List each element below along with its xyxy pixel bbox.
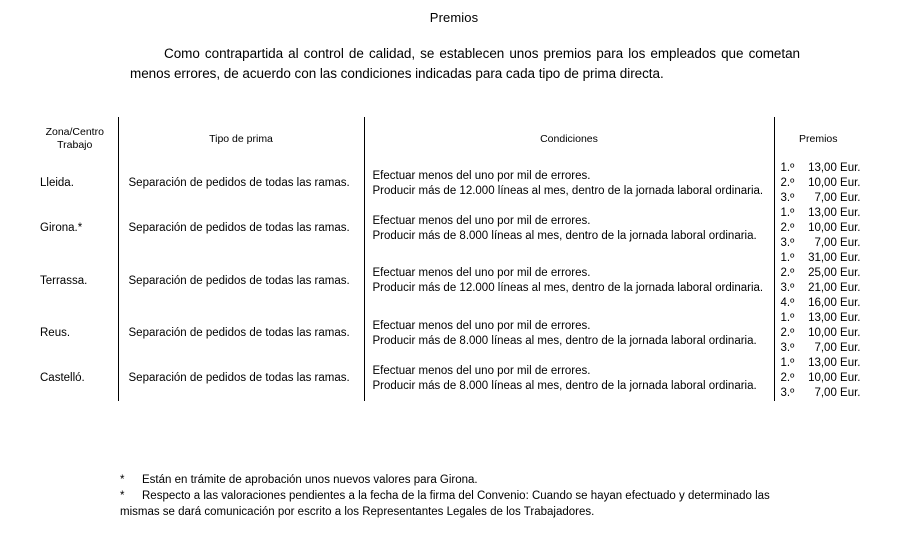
prize-amount: 13,00 Eur. [808,312,861,324]
condicion-line: Efectuar menos del uno por mil de errores. [372,364,591,377]
cell-condiciones [364,251,774,311]
premios-table-container [32,117,862,401]
table-row [32,356,862,401]
prize-rank: 1.º [780,207,795,219]
prize-amount: 16,00 Eur. [808,297,861,309]
prize-rank: 4.º [780,297,795,309]
condicion-line: Producir más de 8.000 líneas al mes, dentro de la jornada laboral ordinaria. [372,334,757,347]
prize-rank: 2.º [780,177,795,189]
cell-condiciones [364,206,774,251]
prize-rank: 2.º [780,267,795,279]
prize-rank: 1.º [780,312,795,324]
prize-rank: 1.º [780,162,795,174]
cell-condiciones [364,161,774,206]
prize-entry [781,296,863,311]
table-row [32,161,862,206]
prize-rank: 3.º [780,387,795,399]
prize-entry [781,236,863,251]
prize-amount: 10,00 Eur. [808,372,861,384]
prize-rank: 3.º [780,342,795,354]
prize-entry [781,356,863,371]
prize-rank: 3.º [780,282,795,294]
prize-rank: 2.º [780,327,795,339]
cell-premios [774,206,862,251]
prize-amount: 10,00 Eur. [808,327,861,339]
cell-zona: Terrassa. [32,251,118,311]
prize-entry [781,191,863,206]
prize-entry [781,251,863,266]
prize-amount: 7,00 Eur. [814,237,861,249]
condicion-line: Producir más de 12.000 líneas al mes, dentro de la jornada laboral ordinaria. [372,184,764,197]
prize-entry [781,311,863,326]
cell-premios [774,356,862,401]
prize-amount: 7,00 Eur. [814,192,861,204]
column-header-zona [32,117,118,161]
footnote-item [0,488,908,520]
prize-rank: 2.º [780,222,795,234]
cell-zona: Reus. [32,311,118,356]
cell-tipo-prima: Separación de pedidos de todas las ramas. [118,311,364,356]
prize-amount: 7,00 Eur. [814,342,861,354]
prize-entry [781,326,863,341]
prize-amount: 13,00 Eur. [808,207,861,219]
cell-condiciones [364,356,774,401]
prize-entry [781,266,863,281]
prize-entry [781,341,863,356]
cell-premios [774,311,862,356]
intro-paragraph: Como contrapartida al control de calidad, se establecen unos premios para los empleados que cometan menos errores, de acuerdo con las condiciones indicadas para cada tipo de prima directa. [130,46,800,81]
prize-rank: 3.º [780,237,795,249]
prize-rank: 1.º [780,357,795,369]
footnote-item [0,472,908,488]
prize-entry [781,371,863,386]
prize-amount: 21,00 Eur. [808,282,861,294]
cell-tipo-prima: Separación de pedidos de todas las ramas. [118,161,364,206]
page-title: Premios [429,10,479,25]
condicion-line: Producir más de 12.000 líneas al mes, dentro de la jornada laboral ordinaria. [372,282,764,294]
prize-amount: 25,00 Eur. [808,267,861,279]
table-body [32,161,862,401]
prize-entry [781,176,863,191]
column-header-zona-line2: Trabajo [57,139,93,151]
prize-amount: 10,00 Eur. [808,222,861,234]
footnotes-section [0,472,908,520]
table-row [32,251,862,311]
prize-amount: 13,00 Eur. [808,357,861,369]
column-header-premios: Premios [798,132,838,145]
prize-entry [781,161,863,176]
premios-table [32,117,862,401]
prize-amount: 10,00 Eur. [808,177,861,189]
cell-tipo-prima: Separación de pedidos de todas las ramas. [118,206,364,251]
footnote-text: Están en trámite de aprobación unos nuevos valores para Girona. [142,474,478,486]
prize-entry [781,221,863,236]
column-header-tipo: Tipo de prima [118,117,364,161]
table-row [32,311,862,356]
cell-zona: Castelló. [32,356,118,401]
cell-tipo-prima: Separación de pedidos de todas las ramas. [118,356,364,401]
condicion-line: Efectuar menos del uno por mil de errores. [372,319,591,332]
prize-entry [781,281,863,296]
footnote-marker: * [120,490,125,502]
prize-entry [781,386,863,401]
table-row [32,206,862,251]
cell-zona: Lleida. [32,161,118,206]
footnote-marker: * [120,474,125,486]
condicion-line: Efectuar menos del uno por mil de errores. [372,169,591,182]
prize-amount: 7,00 Eur. [814,387,861,399]
cell-condiciones [364,311,774,356]
condicion-line: Efectuar menos del uno por mil de errores. [372,267,591,279]
cell-premios [774,161,862,206]
prize-rank: 3.º [780,192,795,204]
cell-premios [774,251,862,311]
condicion-line: Producir más de 8.000 líneas al mes, dentro de la jornada laboral ordinaria. [372,229,757,242]
table-header-row [32,117,862,161]
prize-entry [781,206,863,221]
condicion-line: Producir más de 8.000 líneas al mes, dentro de la jornada laboral ordinaria. [372,379,757,392]
column-header-zona-line1: Zona/Centro [45,126,104,138]
condicion-line: Efectuar menos del uno por mil de errores. [372,214,591,227]
cell-zona: Girona.* [32,206,118,251]
column-header-condiciones: Condiciones [364,117,774,161]
prize-rank: 1.º [780,252,795,264]
prize-amount: 31,00 Eur. [808,252,861,264]
prize-rank: 2.º [780,372,795,384]
cell-tipo-prima: Separación de pedidos de todas las ramas. [118,251,364,311]
footnote-text: Respecto a las valoraciones pendientes a la fecha de la firma del Convenio: Cuando se hayan efectuado y determinado las mismas se dará comunicación por escrito a los Representantes Legales de los Trabajadores. [120,490,770,518]
prize-amount: 13,00 Eur. [808,162,861,174]
